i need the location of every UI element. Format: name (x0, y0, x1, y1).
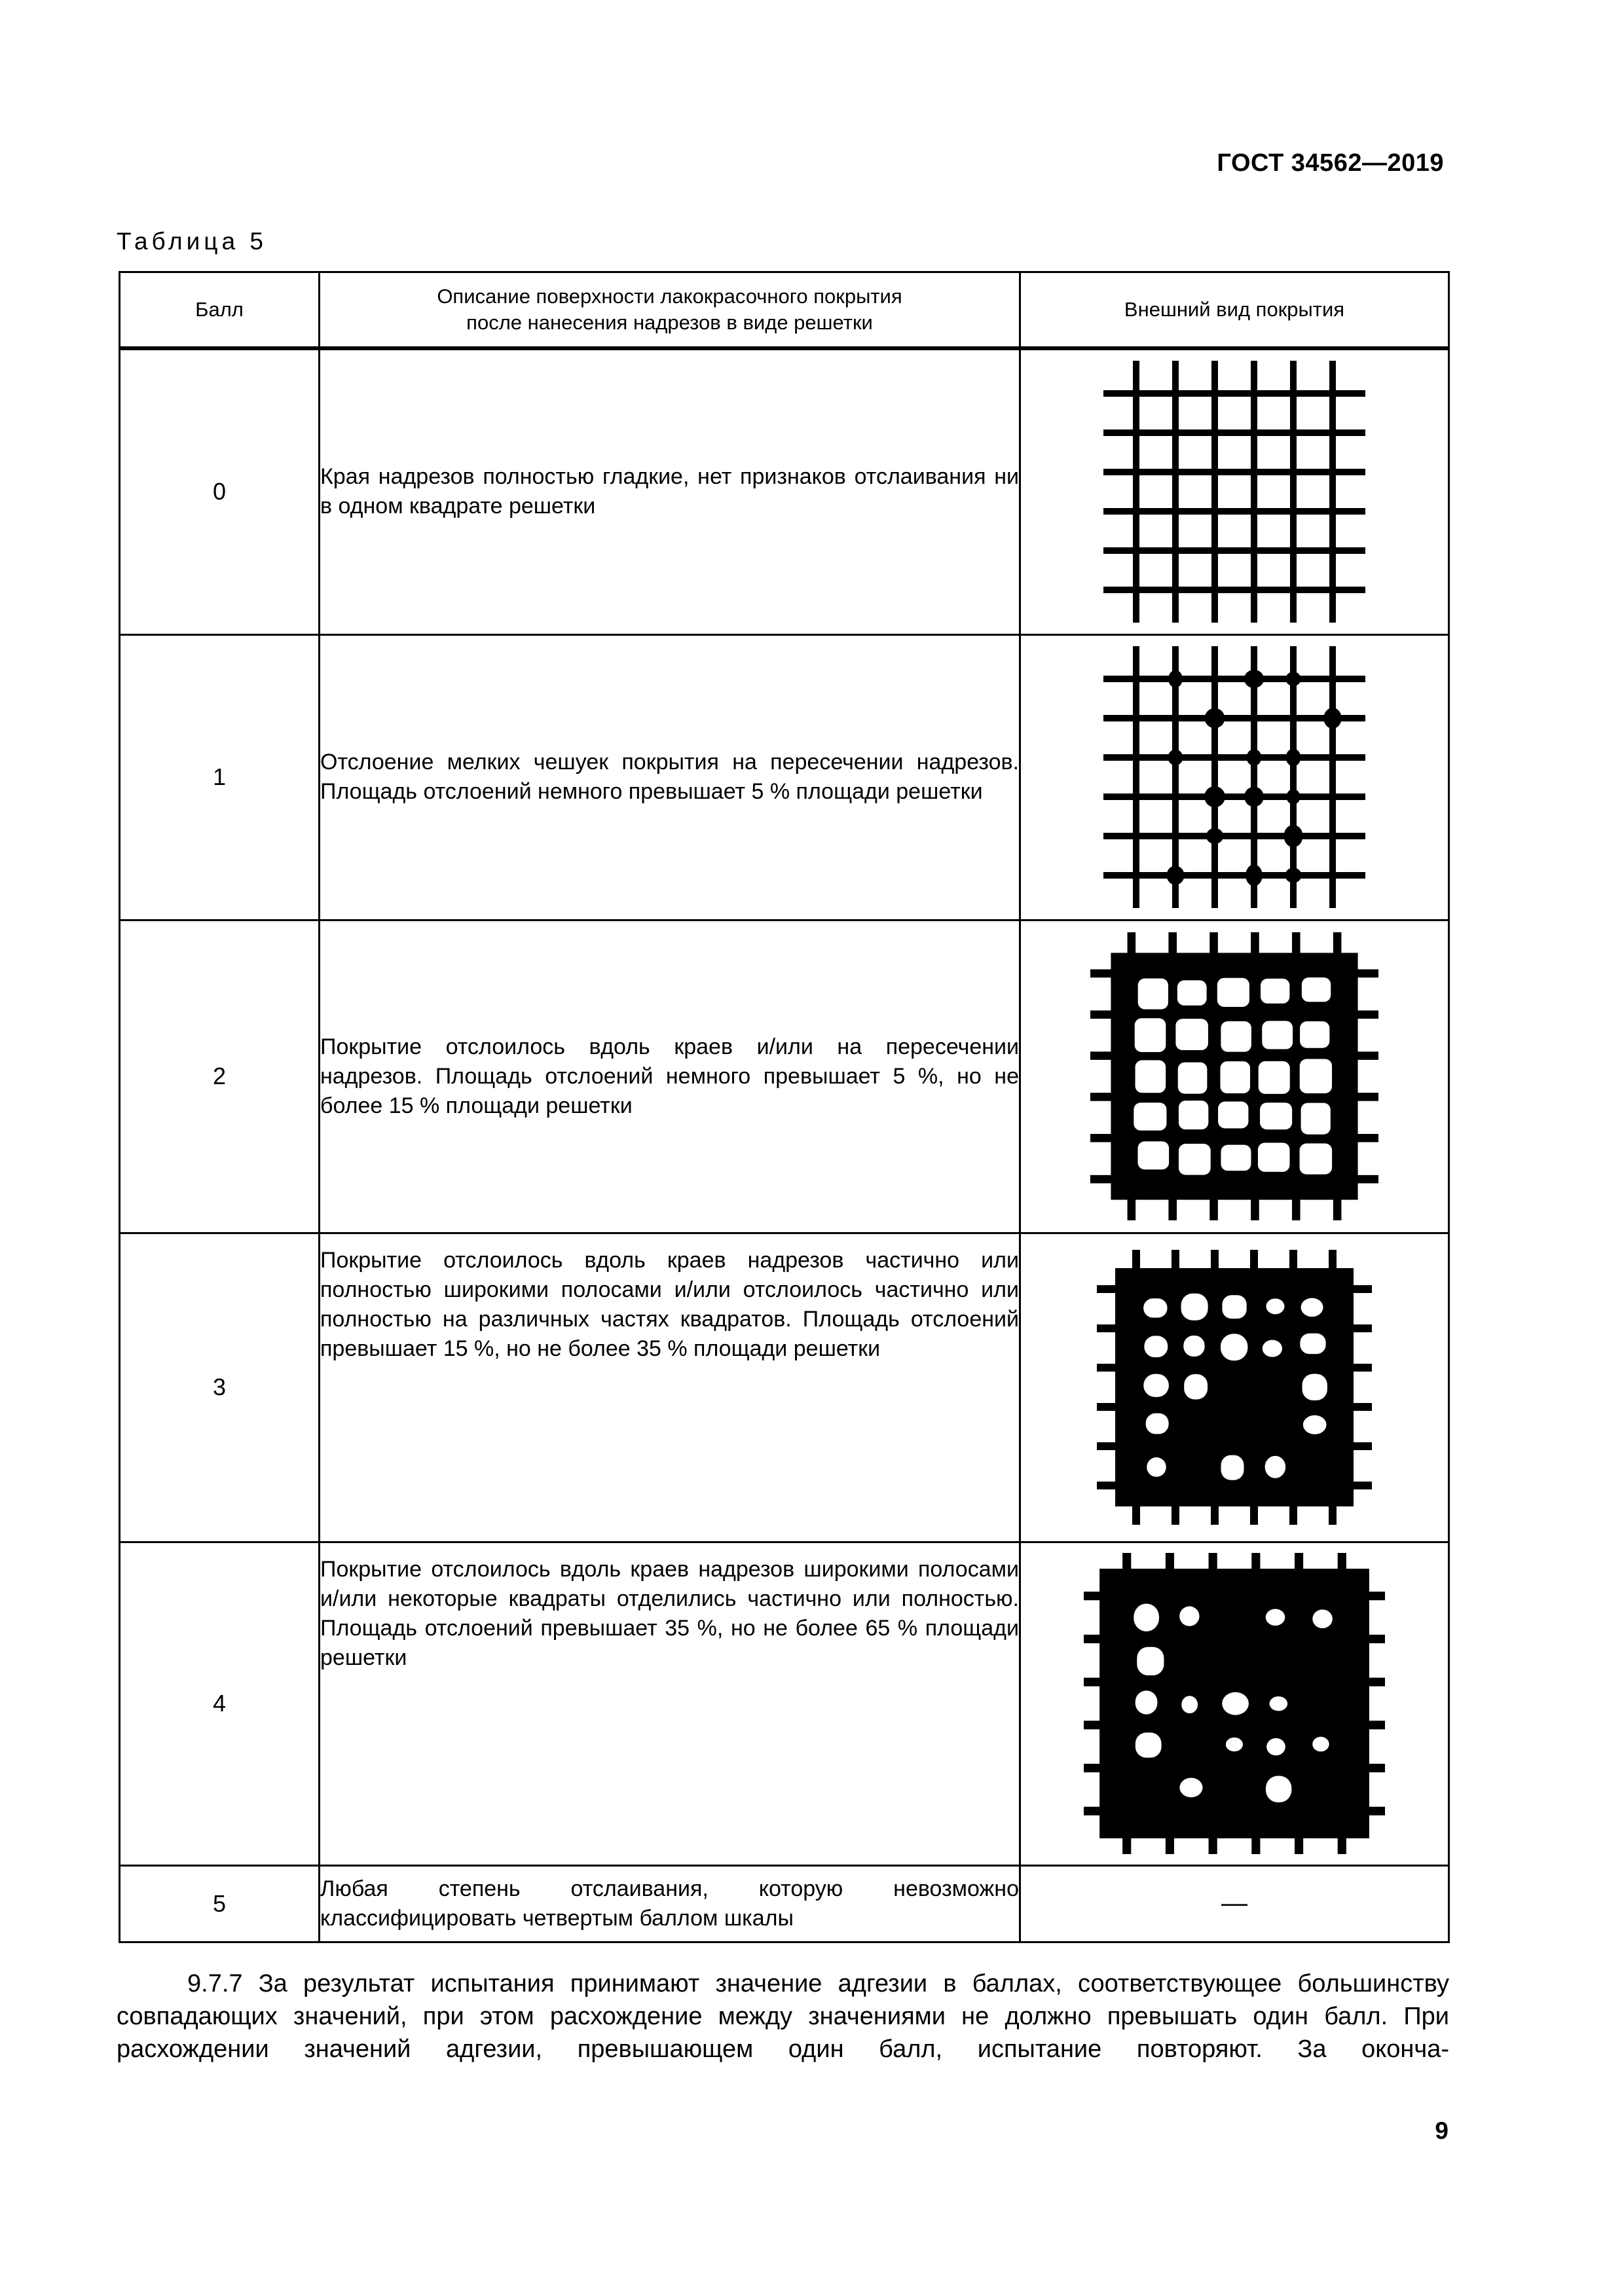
table-row-grade-2 (120, 920, 1449, 1233)
grade-value: 0 (120, 348, 320, 634)
lattice-lines (1097, 1250, 1372, 1525)
lattice-lines (1103, 646, 1365, 908)
body-paragraph (117, 1967, 1449, 2066)
grade-description: Края надрезов полностью гладкие, нет признаков отслаивания ни в одном квадрате решетки (320, 348, 1020, 634)
document-id: ГОСТ 34562—2019 (1217, 149, 1444, 177)
table-row-grade-1 (120, 634, 1449, 920)
table-row-grade-0 (120, 348, 1449, 634)
column-header-appearance: Внешний вид покрытия (1020, 272, 1449, 349)
table-caption: Таблица 5 (117, 228, 267, 255)
grade-description: Отслоение мелких чешуек покрытия на пересечении надрезов. Площадь отслоений немного превышает 5 % площади решетки (320, 634, 1020, 920)
appearance-cell (1020, 634, 1449, 920)
grade-description: Любая степень отслаивания, которую невозможно классифицировать четвертым баллом шкалы (320, 1865, 1020, 1942)
column-header-grade: Балл (120, 272, 320, 349)
grade-value: 1 (120, 634, 320, 920)
small-flakes-lattice-icon (1097, 640, 1372, 915)
appearance-cell (1020, 1233, 1449, 1542)
grade-description: Покрытие отслоилось вдоль краев надрезов широкими полосами и/или некоторые квадраты отделились частично или полностью. Площадь отслоений превышает 35 %, но не более 65 % площади решетки (320, 1542, 1020, 1865)
grade-description: Покрытие отслоилось вдоль краев надрезов частично или полностью широкими полосами и/или отслоилось частично или полностью на различных частях квадратов. Площадь отслоений превышает 15 %, но не более 35 % площади решетки (320, 1233, 1020, 1542)
page-number: 9 (1435, 2117, 1449, 2144)
grade-value: 3 (120, 1233, 320, 1542)
appearance-cell (1020, 348, 1449, 634)
grade-value: 5 (120, 1865, 320, 1942)
appearance-not-applicable: — (1020, 1865, 1449, 1942)
appearance-cell (1020, 1542, 1449, 1865)
lattice-lines (1103, 361, 1365, 623)
grade-description: Покрытие отслоилось вдоль краев и/или на пересечении надрезов. Площадь отслоений немного превышает 5 %, но не более 15 % площади решетки (320, 920, 1020, 1233)
clean-lattice-icon (1097, 354, 1372, 629)
table-row-grade-4 (120, 1542, 1449, 1865)
lattice-lines (1084, 1553, 1385, 1854)
edge-peel-lattice-icon (1090, 932, 1378, 1220)
column-header-description: Описание поверхности лакокрасочного покрытия после нанесения надрезов в виде решетки (320, 272, 1020, 349)
grade-value: 2 (120, 920, 320, 1233)
grade-value: 4 (120, 1542, 320, 1865)
paragraph-9-7-7: 9.7.7 За результат испытания принимают значение адгезии в баллах, соответствующее большинству совпадающих значений, при этом расхождение между значениями не должно превышать один балл. При расхождении значений адгезии, превышающем один балл, испытание повторяют. За оконча- (117, 1970, 1449, 2063)
heavy-peel-lattice-icon (1084, 1553, 1385, 1854)
partial-peel-lattice-icon (1097, 1250, 1372, 1525)
table-row-grade-5 (120, 1865, 1449, 1942)
table-row-grade-3 (120, 1233, 1449, 1542)
adhesion-grade-table (119, 271, 1450, 1943)
appearance-cell (1020, 920, 1449, 1233)
table-header-row (120, 272, 1449, 349)
lattice-lines (1090, 932, 1378, 1220)
